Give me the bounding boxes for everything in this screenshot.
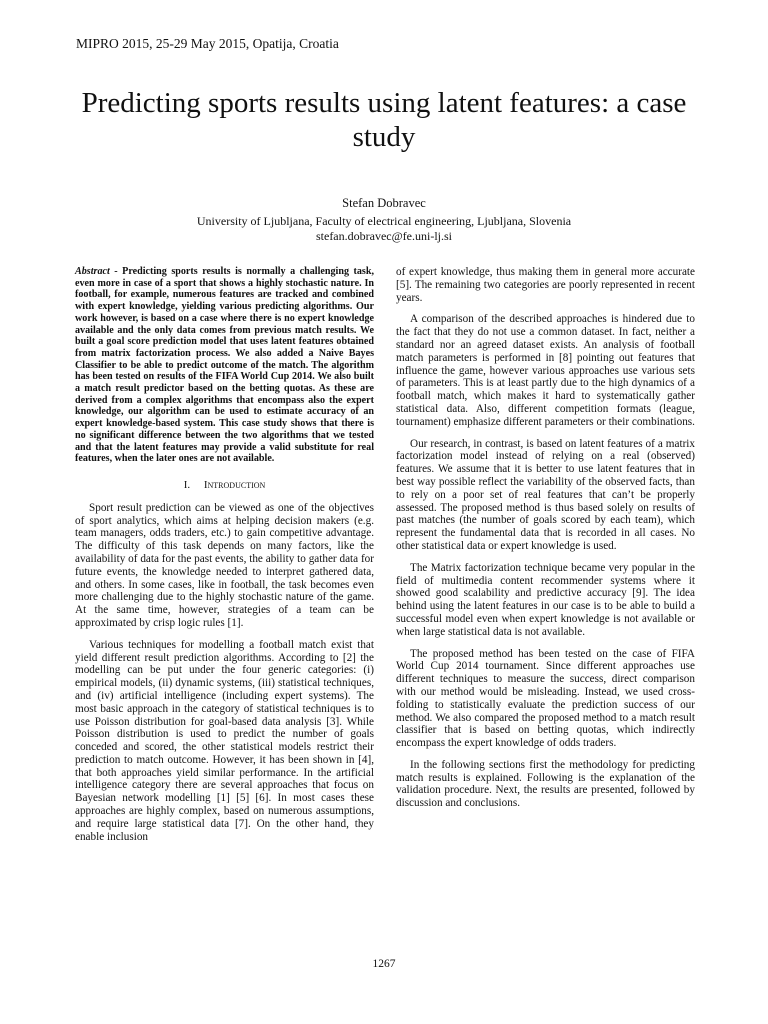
abstract-label: Abstract (75, 266, 110, 277)
author-email: stefan.dobravec@fe.uni-lj.si (315, 229, 452, 243)
paper-title: Predicting sports results using latent features: a case study (81, 87, 687, 153)
author-affiliation: University of Ljubljana, Faculty of electrical engineering, Ljubljana, Slovenia (196, 214, 572, 228)
intro-paragraph-4: Our research, in contrast, is based on latent features of a matrix factorization model instead of relying on a real (observed) features. We assume that it is better to use latent features that in best way possible reflect the variability of the observed facts, than to rely on a poor set of real features that can’t be properly assessed. The proposed method is thus based solely on results of past matches (the number of goals scored by each team), which represent the fundamental data that is recorded in all cases. No other statistical data or expert knowledge is used. (396, 437, 695, 552)
intro-paragraph-7: In the following sections first the methodology for predicting match results is explained. Following is the explanation of the validation procedure. Next, the results are presented, followed by discussion and conclusions. (396, 758, 695, 810)
page-number: 1267 (372, 958, 396, 970)
left-column (75, 266, 374, 852)
intro-paragraph-6: The proposed method has been tested on the case of FIFA World Cup 2014 tournament. Since different approaches use different techniques to measure the success, direct comparison with our method would be misleading. Instead, we used cross-folding to statistically evaluate the prediction success of our method. We also compared the proposed method to a match result classifier that is based on betting quotas, which indirectly encompass the expert knowledge of odds traders. (396, 647, 695, 750)
author-block (70, 196, 698, 244)
section-title: Introduction (203, 478, 266, 491)
abstract-text: - Predicting sports results is normally a challenging task, even more in case of a sport that shows a highly stochastic nature. In football, for example, numerous features are tracked and combined with expert knowledge, yielding various predicting algorithms. Our work however, is based on a case where there is no expert knowledge available and the only data comes from previous match results. We built a goal score prediction model that uses latent features obtained from matrix factorization process. We also added a Naive Bayes Classifier to be able to predict outcome of the match. The algorithm has been tested on results of the FIFA World Cup 2014. We also built a match result predictor based on the betting quotas. As these are derived from a complex algorithms that encompass also the expert knowledge, our algorithm can be used to estimate accuracy of an expert knowledge-based system. This case study shows that there is no significant difference between the two algorithms that we tested and that the latent features may provide a valid substitute for real features, when the later ones are not available. (75, 266, 374, 465)
author-name: Stefan Dobravec (342, 196, 426, 210)
intro-paragraph-3: A comparison of the described approaches is hindered due to the fact that they do not use a common dataset. In fact, neither a standard nor an agreed dataset exists. An analysis of football match parameters is performed in [8] pointing out features that influence the game, however various approaches use various sets of parameters. This is at least partly due to the high dynamics of a football match, which makes it hard to systematically gather statistical data. Also, different competition formats (league, tournament) emphasize different parameters or their combinations. (396, 313, 695, 428)
intro-paragraph-5: The Matrix factorization technique became very popular in the field of multimedia content recommender systems where it showed good scalability and predictive accuracy [9]. The idea behind using the latent features in our case is to be able to build a successful model even when expert knowledge is not available or when large statistical data is not available. (396, 561, 695, 638)
section-heading-introduction (75, 479, 374, 492)
intro-paragraph-2: Various techniques for modelling a football match exist that yield different result prediction algorithms. According to [2] the modelling can be put under the four generic categories: (i) empirical models, (ii) dynamic systems, (iii) statistical techniques, and (iv) artificial intelligence (including expert systems). The most basic approach in the category of statistical techniques is to use Poisson distribution for goal-based data analysis [3]. While Poisson distribution is used to predict the number of goals conceded and scored, the other statistical models restrict their prediction to match outcome. However, it has been shown in [4], that both approaches yield similar performance. In the artificial intelligence category there are several approaches that focus on Bayesian network modelling [1] [5] [6]. In most cases these approaches are highly complex, based on numerous assumptions, and require large statistical data [7]. On the other hand, they enable inclusion (75, 638, 374, 843)
right-column (396, 266, 695, 819)
abstract (75, 266, 374, 465)
intro-paragraph-1: Sport result prediction can be viewed as one of the objectives of sport analytics, which aims at helping decision makers (e.g. team managers, odds traders, etc.) to gain competitive advantage. The difficulty of this task depends on many factors, like the availability of data for the past events, the ability to gather data for future events, the knowledge needed to interpret gathered data, and others. In some cases, like in football, the task becomes even more challenging due to the highly stochastic nature of the game. At the same time, however, strategies of a team can be approximated by crisp logic rules [1]. (75, 501, 374, 629)
conference-header: MIPRO 2015, 25-29 May 2015, Opatija, Croatia (76, 36, 339, 51)
section-number: I. (183, 478, 191, 491)
intro-paragraph-continued: of expert knowledge, thus making them in general more accurate [5]. The remaining two categories are poorly represented in recent years. (396, 266, 695, 304)
